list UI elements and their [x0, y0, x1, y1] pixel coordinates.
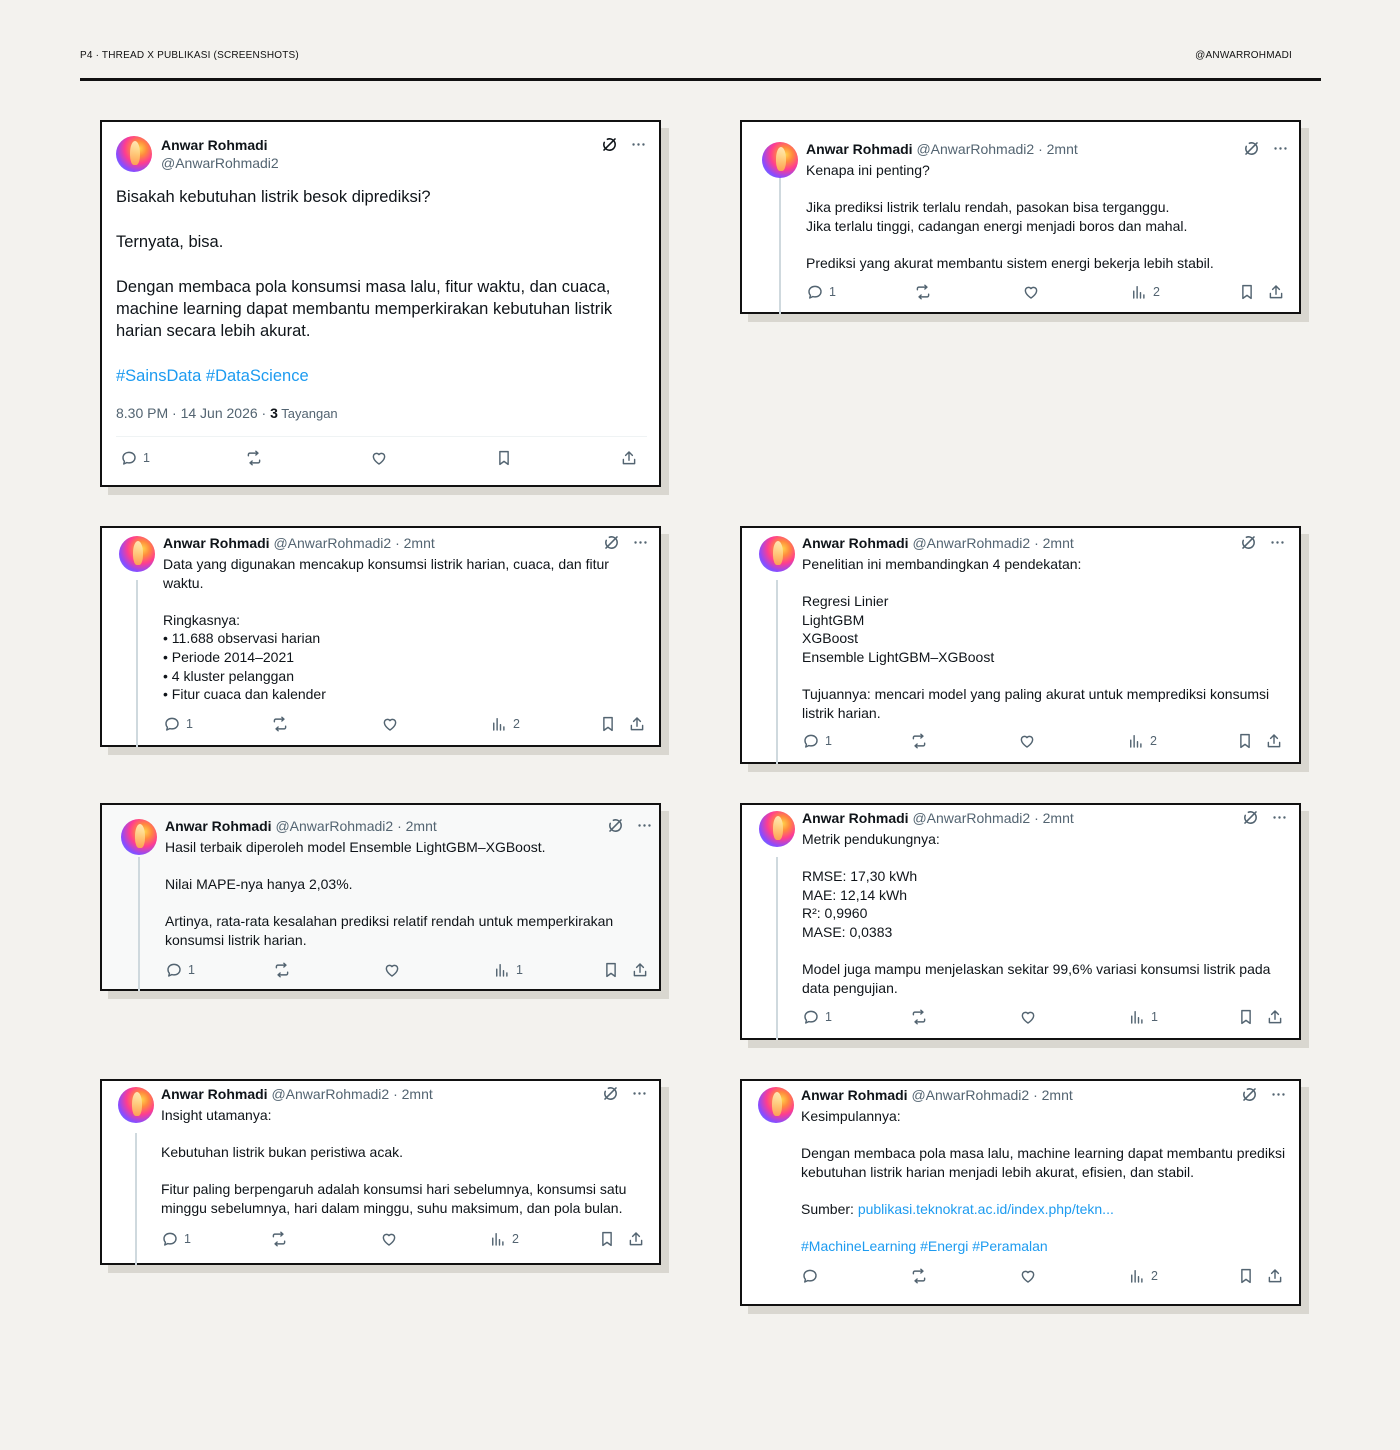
list-item: • Periode 2014–2021 — [163, 648, 295, 665]
grok-icon[interactable] — [602, 1085, 619, 1102]
reply-count: 1 — [188, 963, 195, 977]
more-icon[interactable] — [630, 136, 647, 153]
tweet-text: Data yang digunakan mencakup konsumsi listrik harian, cuaca, dan fitur waktu. — [163, 556, 609, 591]
retweet-button[interactable] — [910, 1267, 928, 1285]
retweet-icon — [910, 732, 928, 750]
author-handle-time[interactable]: @AnwarRohmadi2 · 2mnt — [911, 1087, 1073, 1103]
tweet-text: Metrik pendukungnya: — [802, 831, 940, 847]
avatar[interactable] — [758, 1087, 794, 1123]
author-name[interactable]: Anwar Rohmadi — [163, 535, 270, 551]
list-item: Regresi Linier — [802, 593, 889, 610]
heart-icon — [1019, 1267, 1037, 1285]
share-button[interactable] — [631, 961, 649, 979]
author-name[interactable]: Anwar Rohmadi — [161, 137, 268, 153]
heart-icon — [381, 715, 399, 733]
reply-icon — [120, 449, 138, 467]
tweet-text: Insight utamanya: — [161, 1107, 272, 1123]
thread-line — [779, 177, 781, 314]
heart-icon — [1022, 283, 1040, 301]
list-item: XGBoost — [802, 630, 859, 647]
bookmark-icon — [598, 1230, 616, 1248]
view-count: 2 — [1150, 734, 1157, 748]
retweet-button[interactable] — [271, 715, 289, 733]
retweet-icon — [910, 1267, 928, 1285]
view-count: 2 — [1151, 1269, 1158, 1283]
views-icon — [1127, 732, 1145, 750]
reply-button[interactable] — [802, 732, 832, 750]
like-button[interactable] — [380, 1230, 398, 1248]
like-button[interactable] — [381, 715, 399, 733]
more-icon[interactable] — [1272, 140, 1289, 157]
metric-item: MASE: 0,0383 — [802, 923, 893, 940]
reply-button[interactable] — [806, 283, 836, 301]
views-icon — [489, 1230, 507, 1248]
more-icon[interactable] — [632, 534, 649, 551]
share-icon — [620, 449, 638, 467]
tweet-text: Ternyata, bisa. — [116, 232, 224, 251]
retweet-button[interactable] — [270, 1230, 288, 1248]
reply-icon — [161, 1230, 179, 1248]
like-button[interactable] — [1018, 732, 1036, 750]
tweet-text: Tujuannya: mencari model yang paling akurat untuk memprediksi konsumsi listrik harian. — [802, 686, 1270, 721]
views-button[interactable] — [1130, 283, 1160, 301]
view-count: 1 — [516, 963, 523, 977]
share-button[interactable] — [628, 715, 646, 733]
thread-tweet-card — [740, 1079, 1301, 1306]
reply-button[interactable] — [802, 1008, 832, 1026]
grok-icon[interactable] — [607, 817, 624, 834]
tweet-text: Kenapa ini penting? — [806, 162, 930, 178]
reply-icon — [163, 715, 181, 733]
avatar[interactable] — [121, 819, 157, 855]
share-button[interactable] — [620, 449, 638, 467]
tweet-text: Model juga mampu menjelaskan sekitar 99,6% variasi konsumsi listrik pada data pengujian. — [802, 961, 1271, 996]
more-icon[interactable] — [1270, 1086, 1287, 1103]
author-name[interactable]: Anwar Rohmadi — [801, 1087, 908, 1103]
share-icon — [1267, 283, 1285, 301]
tweet-text: Kebutuhan listrik bukan peristiwa acak. — [161, 1144, 404, 1161]
list-item: • 11.688 observasi harian — [163, 630, 321, 647]
retweet-icon — [914, 283, 932, 301]
views-icon — [1128, 1008, 1146, 1026]
views-button[interactable] — [490, 715, 520, 733]
bookmark-button[interactable] — [599, 715, 617, 733]
like-button[interactable] — [1019, 1267, 1037, 1285]
author-handle-time[interactable]: @AnwarRohmadi2 · 2mnt — [912, 810, 1074, 826]
views-icon — [1130, 283, 1148, 301]
main-tweet-card — [100, 120, 661, 487]
heart-icon — [370, 449, 388, 467]
views-button[interactable] — [489, 1230, 519, 1248]
author-name[interactable]: Anwar Rohmadi — [165, 818, 272, 834]
bookmark-button[interactable] — [1236, 732, 1254, 750]
views-icon — [1128, 1267, 1146, 1285]
thread-line — [136, 580, 138, 747]
retweet-button[interactable] — [910, 1008, 928, 1026]
retweet-icon — [910, 1008, 928, 1026]
share-icon — [628, 715, 646, 733]
tweet-text: Jika prediksi listrik terlalu rendah, pasokan bisa terganggu. — [806, 199, 1170, 216]
grok-icon[interactable] — [1242, 809, 1259, 826]
thread-line — [776, 580, 778, 764]
more-icon[interactable] — [1271, 809, 1288, 826]
tweet-text: Fitur paling berpengaruh adalah konsumsi hari sebelumnya, konsumsi satu minggu sebelumnya, hari dalam minggu, suhu maksimum, dan pola bulan. — [161, 1181, 627, 1216]
tweet-text: Prediksi yang akurat membantu sistem energi bekerja lebih stabil. — [806, 254, 1214, 271]
avatar[interactable] — [762, 142, 798, 178]
like-button[interactable] — [370, 449, 388, 467]
tweet-text: Bisakah kebutuhan listrik besok diprediksi? — [116, 188, 431, 206]
thread-tweet-card — [100, 1079, 661, 1265]
reply-button[interactable] — [120, 449, 150, 467]
view-count: 3 — [270, 405, 278, 421]
bookmark-icon — [495, 449, 513, 467]
reply-icon — [165, 961, 183, 979]
bookmark-icon — [1237, 1008, 1255, 1026]
author-handle-time[interactable]: @AnwarRohmadi2 · 2mnt — [275, 818, 437, 834]
reply-button[interactable] — [801, 1267, 819, 1285]
tweet-text: Dengan membaca pola masa lalu, machine learning dapat membantu prediksi kebutuhan listrik harian menjadi lebih akurat, efisien, dan stabil. — [801, 1145, 1286, 1180]
grok-icon[interactable] — [1241, 1086, 1258, 1103]
views-icon — [490, 715, 508, 733]
avatar[interactable] — [759, 536, 795, 572]
author-name[interactable]: Anwar Rohmadi — [806, 141, 913, 157]
tweet-text: Nilai MAPE-nya hanya 2,03%. — [165, 876, 353, 893]
thread-tweet-card — [740, 120, 1301, 314]
thread-tweet-card — [100, 526, 661, 747]
views-button[interactable] — [1128, 1008, 1158, 1026]
tweet-text: Artinya, rata-rata kesalahan prediksi relatif rendah untuk memperkirakan konsumsi listrik harian. — [165, 913, 614, 948]
avatar[interactable] — [759, 811, 795, 847]
list-item: • Fitur cuaca dan kalender — [163, 686, 326, 703]
author-name[interactable]: Anwar Rohmadi — [802, 810, 909, 826]
tweet-timestamp[interactable]: 8.30 PM · 14 Jun 2026 · — [116, 405, 271, 421]
author-handle-time[interactable]: @AnwarRohmadi2 · 2mnt — [273, 535, 435, 551]
thread-line — [776, 857, 778, 1040]
thread-tweet-card — [740, 803, 1301, 1040]
thread-line — [135, 1133, 137, 1265]
share-button[interactable] — [1265, 732, 1283, 750]
more-icon[interactable] — [636, 817, 653, 834]
retweet-icon — [270, 1230, 288, 1248]
grok-icon[interactable] — [603, 534, 620, 551]
thread-tweet-card — [740, 526, 1301, 764]
retweet-button[interactable] — [914, 283, 932, 301]
retweet-icon — [245, 449, 263, 467]
page-header-label: P4 · THREAD X PUBLIKASI (SCREENSHOTS) — [80, 50, 299, 61]
bookmark-button[interactable] — [602, 961, 620, 979]
grok-icon[interactable] — [601, 136, 618, 153]
grok-icon[interactable] — [1243, 140, 1260, 157]
share-icon — [627, 1230, 645, 1248]
reply-icon — [802, 732, 820, 750]
bookmark-icon — [1237, 1267, 1255, 1285]
author-name[interactable]: Anwar Rohmadi — [802, 535, 909, 551]
tweet-text: Kesimpulannya: — [801, 1108, 901, 1124]
share-button[interactable] — [1266, 1008, 1284, 1026]
share-icon — [1266, 1008, 1284, 1026]
like-button[interactable] — [1022, 283, 1040, 301]
metric-item: MAE: 12,14 kWh — [802, 886, 908, 903]
tweet-text: Hasil terbaik diperoleh model Ensemble LightGBM–XGBoost. — [165, 839, 546, 855]
retweet-icon — [271, 715, 289, 733]
share-button[interactable] — [1267, 283, 1285, 301]
divider — [116, 436, 647, 437]
bookmark-button[interactable] — [495, 449, 513, 467]
avatar[interactable] — [119, 536, 155, 572]
view-count: 2 — [1153, 285, 1160, 299]
author-handle-time[interactable]: @AnwarRohmadi2 · 2mnt — [271, 1086, 433, 1102]
avatar[interactable] — [118, 1087, 154, 1123]
share-icon — [1265, 732, 1283, 750]
thread-line — [138, 857, 140, 991]
bookmark-button[interactable] — [598, 1230, 616, 1248]
retweet-button[interactable] — [273, 961, 291, 979]
share-icon — [1266, 1267, 1284, 1285]
views-button[interactable] — [1128, 1267, 1158, 1285]
reply-button[interactable] — [161, 1230, 191, 1248]
reply-icon — [802, 1008, 820, 1026]
thread-tweet-card — [100, 803, 661, 991]
retweet-button[interactable] — [910, 732, 928, 750]
reply-icon — [801, 1267, 819, 1285]
tweet-text: Dengan membaca pola konsumsi masa lalu, fitur waktu, dan cuaca, machine learning dapat membantu memperkirakan kebutuhan listrik harian secara lebih akurat. — [116, 277, 613, 341]
retweet-icon — [273, 961, 291, 979]
share-button[interactable] — [627, 1230, 645, 1248]
reply-count: 1 — [829, 285, 836, 299]
views-button[interactable] — [1127, 732, 1157, 750]
avatar[interactable] — [116, 136, 152, 172]
bookmark-icon — [1236, 732, 1254, 750]
tweet-text: Jika terlalu tinggi, cadangan energi menjadi boros dan mahal. — [806, 217, 1188, 234]
tweet-text: Ringkasnya: — [163, 611, 241, 628]
list-item: Ensemble LightGBM–XGBoost — [802, 648, 995, 665]
like-button[interactable] — [1019, 1008, 1037, 1026]
like-button[interactable] — [383, 961, 401, 979]
heart-icon — [380, 1230, 398, 1248]
author-handle-time[interactable]: @AnwarRohmadi2 · 2mnt — [912, 535, 1074, 551]
hashtags[interactable]: #MachineLearning #Energi #Peramalan — [801, 1238, 1048, 1255]
reply-count: 1 — [186, 717, 193, 731]
bookmark-icon — [1238, 283, 1256, 301]
reply-button[interactable] — [165, 961, 195, 979]
reply-count: 1 — [825, 734, 832, 748]
metric-item: RMSE: 17,30 kWh — [802, 868, 918, 885]
view-count: 2 — [512, 1232, 519, 1246]
bookmark-button[interactable] — [1237, 1008, 1255, 1026]
more-icon[interactable] — [1269, 534, 1286, 551]
views-icon — [493, 961, 511, 979]
header-rule — [80, 78, 1321, 81]
share-icon — [631, 961, 649, 979]
reply-count: 1 — [184, 1232, 191, 1246]
author-handle[interactable]: @AnwarRohmadi2 — [161, 155, 279, 171]
share-button[interactable] — [1266, 1267, 1284, 1285]
heart-icon — [1019, 1008, 1037, 1026]
bookmark-button[interactable] — [1237, 1267, 1255, 1285]
views-label: Tayangan — [277, 406, 338, 421]
views-button[interactable] — [493, 961, 523, 979]
author-handle-time[interactable]: @AnwarRohmadi2 · 2mnt — [916, 141, 1078, 157]
author-name[interactable]: Anwar Rohmadi — [161, 1086, 268, 1102]
list-item: LightGBM — [802, 611, 865, 628]
view-count: 2 — [513, 717, 520, 731]
reply-icon — [806, 283, 824, 301]
page-header-handle: @ANWARROHMADI — [1195, 50, 1292, 61]
heart-icon — [1018, 732, 1036, 750]
tweet-text: Penelitian ini membandingkan 4 pendekatan: — [802, 556, 1082, 572]
heart-icon — [383, 961, 401, 979]
retweet-button[interactable] — [245, 449, 263, 467]
source-label: Sumber: — [801, 1200, 858, 1217]
reply-count: 1 — [825, 1010, 832, 1024]
reply-button[interactable] — [163, 715, 193, 733]
bookmark-icon — [602, 961, 620, 979]
more-icon[interactable] — [631, 1085, 648, 1102]
bookmark-icon — [599, 715, 617, 733]
list-item: • 4 kluster pelanggan — [163, 667, 294, 684]
source-link[interactable]: publikasi.teknokrat.ac.id/index.php/tekn... — [857, 1200, 1114, 1217]
view-count: 1 — [1151, 1010, 1158, 1024]
grok-icon[interactable] — [1240, 534, 1257, 551]
hashtags[interactable]: #SainsData #DataScience — [116, 367, 309, 386]
metric-item: R²: 0,9960 — [802, 905, 868, 922]
reply-count: 1 — [143, 451, 150, 465]
bookmark-button[interactable] — [1238, 283, 1256, 301]
